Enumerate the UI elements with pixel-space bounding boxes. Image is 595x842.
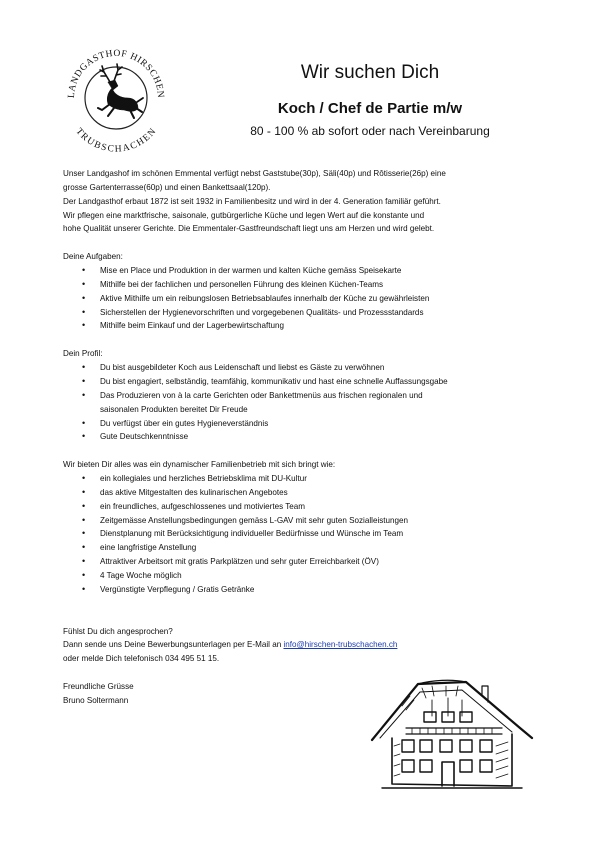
list-item-line: Das Produzieren von à la carte Gerichten oder Bankettmenüs aus frischen regionalen und xyxy=(100,390,423,400)
logo-bottom-text: TRUBSCHACHEN xyxy=(73,126,159,154)
list-item: • 4 Tage Woche möglich xyxy=(63,569,541,583)
intro-line: Wir pflegen eine marktfrische, saisonale, gutbürgerliche Küche und legen Wert auf die konstante und xyxy=(63,210,425,220)
list-item: • Mithilfe bei der fachlichen und personellen Führung des kleinen Küchen-Teams xyxy=(63,278,541,292)
list-item: • das aktive Mitgestalten des kulinarischen Angebotes xyxy=(63,486,541,500)
email-link[interactable]: info@hirschen-trubschachen.ch xyxy=(283,640,398,650)
list-item xyxy=(63,389,541,417)
signature-name: Bruno Soltermann xyxy=(63,696,129,705)
offer-list xyxy=(63,472,541,597)
intro-line: grosse Gartenterrasse(60p) und einen Bankettsaal(120p). xyxy=(63,182,271,192)
tasks-list xyxy=(63,264,541,333)
list-item: • Zeitgemässe Anstellungsbedingungen gemäss L-GAV mit sehr guten Sozialleistungen xyxy=(63,514,541,528)
list-item: • Vergünstigte Verpflegung / Gratis Getränke xyxy=(63,583,541,597)
intro-line: Der Landgasthof erbaut 1872 ist seit 1932 in Familienbesitz und wird in der 4. Generation familiär geführt. xyxy=(63,196,441,206)
list-item: • Du verfügst über ein gutes Hygieneverständnis xyxy=(63,417,541,431)
intro-line: Unser Landgashof im schönen Emmental verfügt nebst Gaststube(30p), Säli(40p) und Rôtisserie(26p) eine xyxy=(63,169,446,178)
tasks-heading: Deine Aufgaben: xyxy=(63,252,123,262)
offer-heading: Wir bieten Dir alles was ein dynamischer Familienbetrieb mit sich bringt wie: xyxy=(63,460,336,470)
list-item: • Dienstplanung mit Berücksichtigung individueller Bedürfnisse und Wünsche im Team xyxy=(63,527,541,541)
list-item-line: saisonalen Produkten bereitet Dir Freude xyxy=(100,404,248,414)
hirschen-logo xyxy=(58,38,174,154)
list-item: • Attraktiver Arbeitsort mit gratis Parkplätzen und sehr guter Erreichbarkeit (ÖV) xyxy=(63,555,541,569)
list-item: • eine langfristige Anstellung xyxy=(63,541,541,555)
intro-line: hohe Qualität unserer Gerichte. Die Emmentaler-Gastfreundschaft liegt uns am Herzen und wird gelebt. xyxy=(63,224,435,234)
list-item: • ein kollegiales und herzliches Betriebsklima mit DU-Kultur xyxy=(63,472,541,486)
job-title: Koch / Chef de Partie m/w xyxy=(277,100,463,117)
closing-greeting: Freundliche Grüsse xyxy=(63,682,134,692)
list-item: • Du bist engagiert, selbständig, teamfähig, kommunikativ und hast eine schnelle Auffassungsgabe xyxy=(63,375,541,389)
job-subtitle: 80 - 100 % ab sofort oder nach Vereinbarung xyxy=(250,124,490,138)
contact-question: Fühlst Du dich angesprochen? xyxy=(63,626,173,636)
list-item: • Gute Deutschkenntnisse xyxy=(63,430,541,444)
profile-heading: Dein Profil: xyxy=(63,349,103,359)
logo-top-text: LANDGASTHOF HIRSCHEN xyxy=(66,48,166,99)
contact-phone: oder melde Dich telefonisch 034 495 51 15. xyxy=(63,654,220,664)
svg-text:TRUBSCHACHEN xyxy=(73,127,158,154)
profile-list xyxy=(63,361,541,444)
list-item: • Mithilfe beim Einkauf und der Lagerbewirtschaftung xyxy=(63,319,541,333)
list-item: • ein freundliches, aufgeschlossenes und motiviertes Team xyxy=(63,500,541,514)
contact-email-prefix: Dann sende uns Deine Bewerbungsunterlagen per E-Mail an xyxy=(63,640,284,650)
list-item: • Sicherstellen der Hygienevorschriften und vorgegebenen Qualitäts- und Prozessstandards xyxy=(63,306,541,320)
list-item: • Aktive Mithilfe um ein reibungslosen Betriebsablaufes innerhalb der Küche zu gewährleisten xyxy=(63,292,541,306)
list-item: • Mise en Place und Produktion in der warmen und kalten Küche gemäss Speisekarte xyxy=(63,264,541,278)
inn-sketch-image xyxy=(362,676,540,794)
list-item: • Du bist ausgebildeter Koch aus Leidenschaft und liebst es Gäste zu verwöhnen xyxy=(63,361,541,375)
page-title: Wir suchen Dich xyxy=(300,62,440,83)
deer-icon xyxy=(98,64,143,118)
contact-email-line xyxy=(63,638,541,652)
letter-body xyxy=(63,167,541,708)
